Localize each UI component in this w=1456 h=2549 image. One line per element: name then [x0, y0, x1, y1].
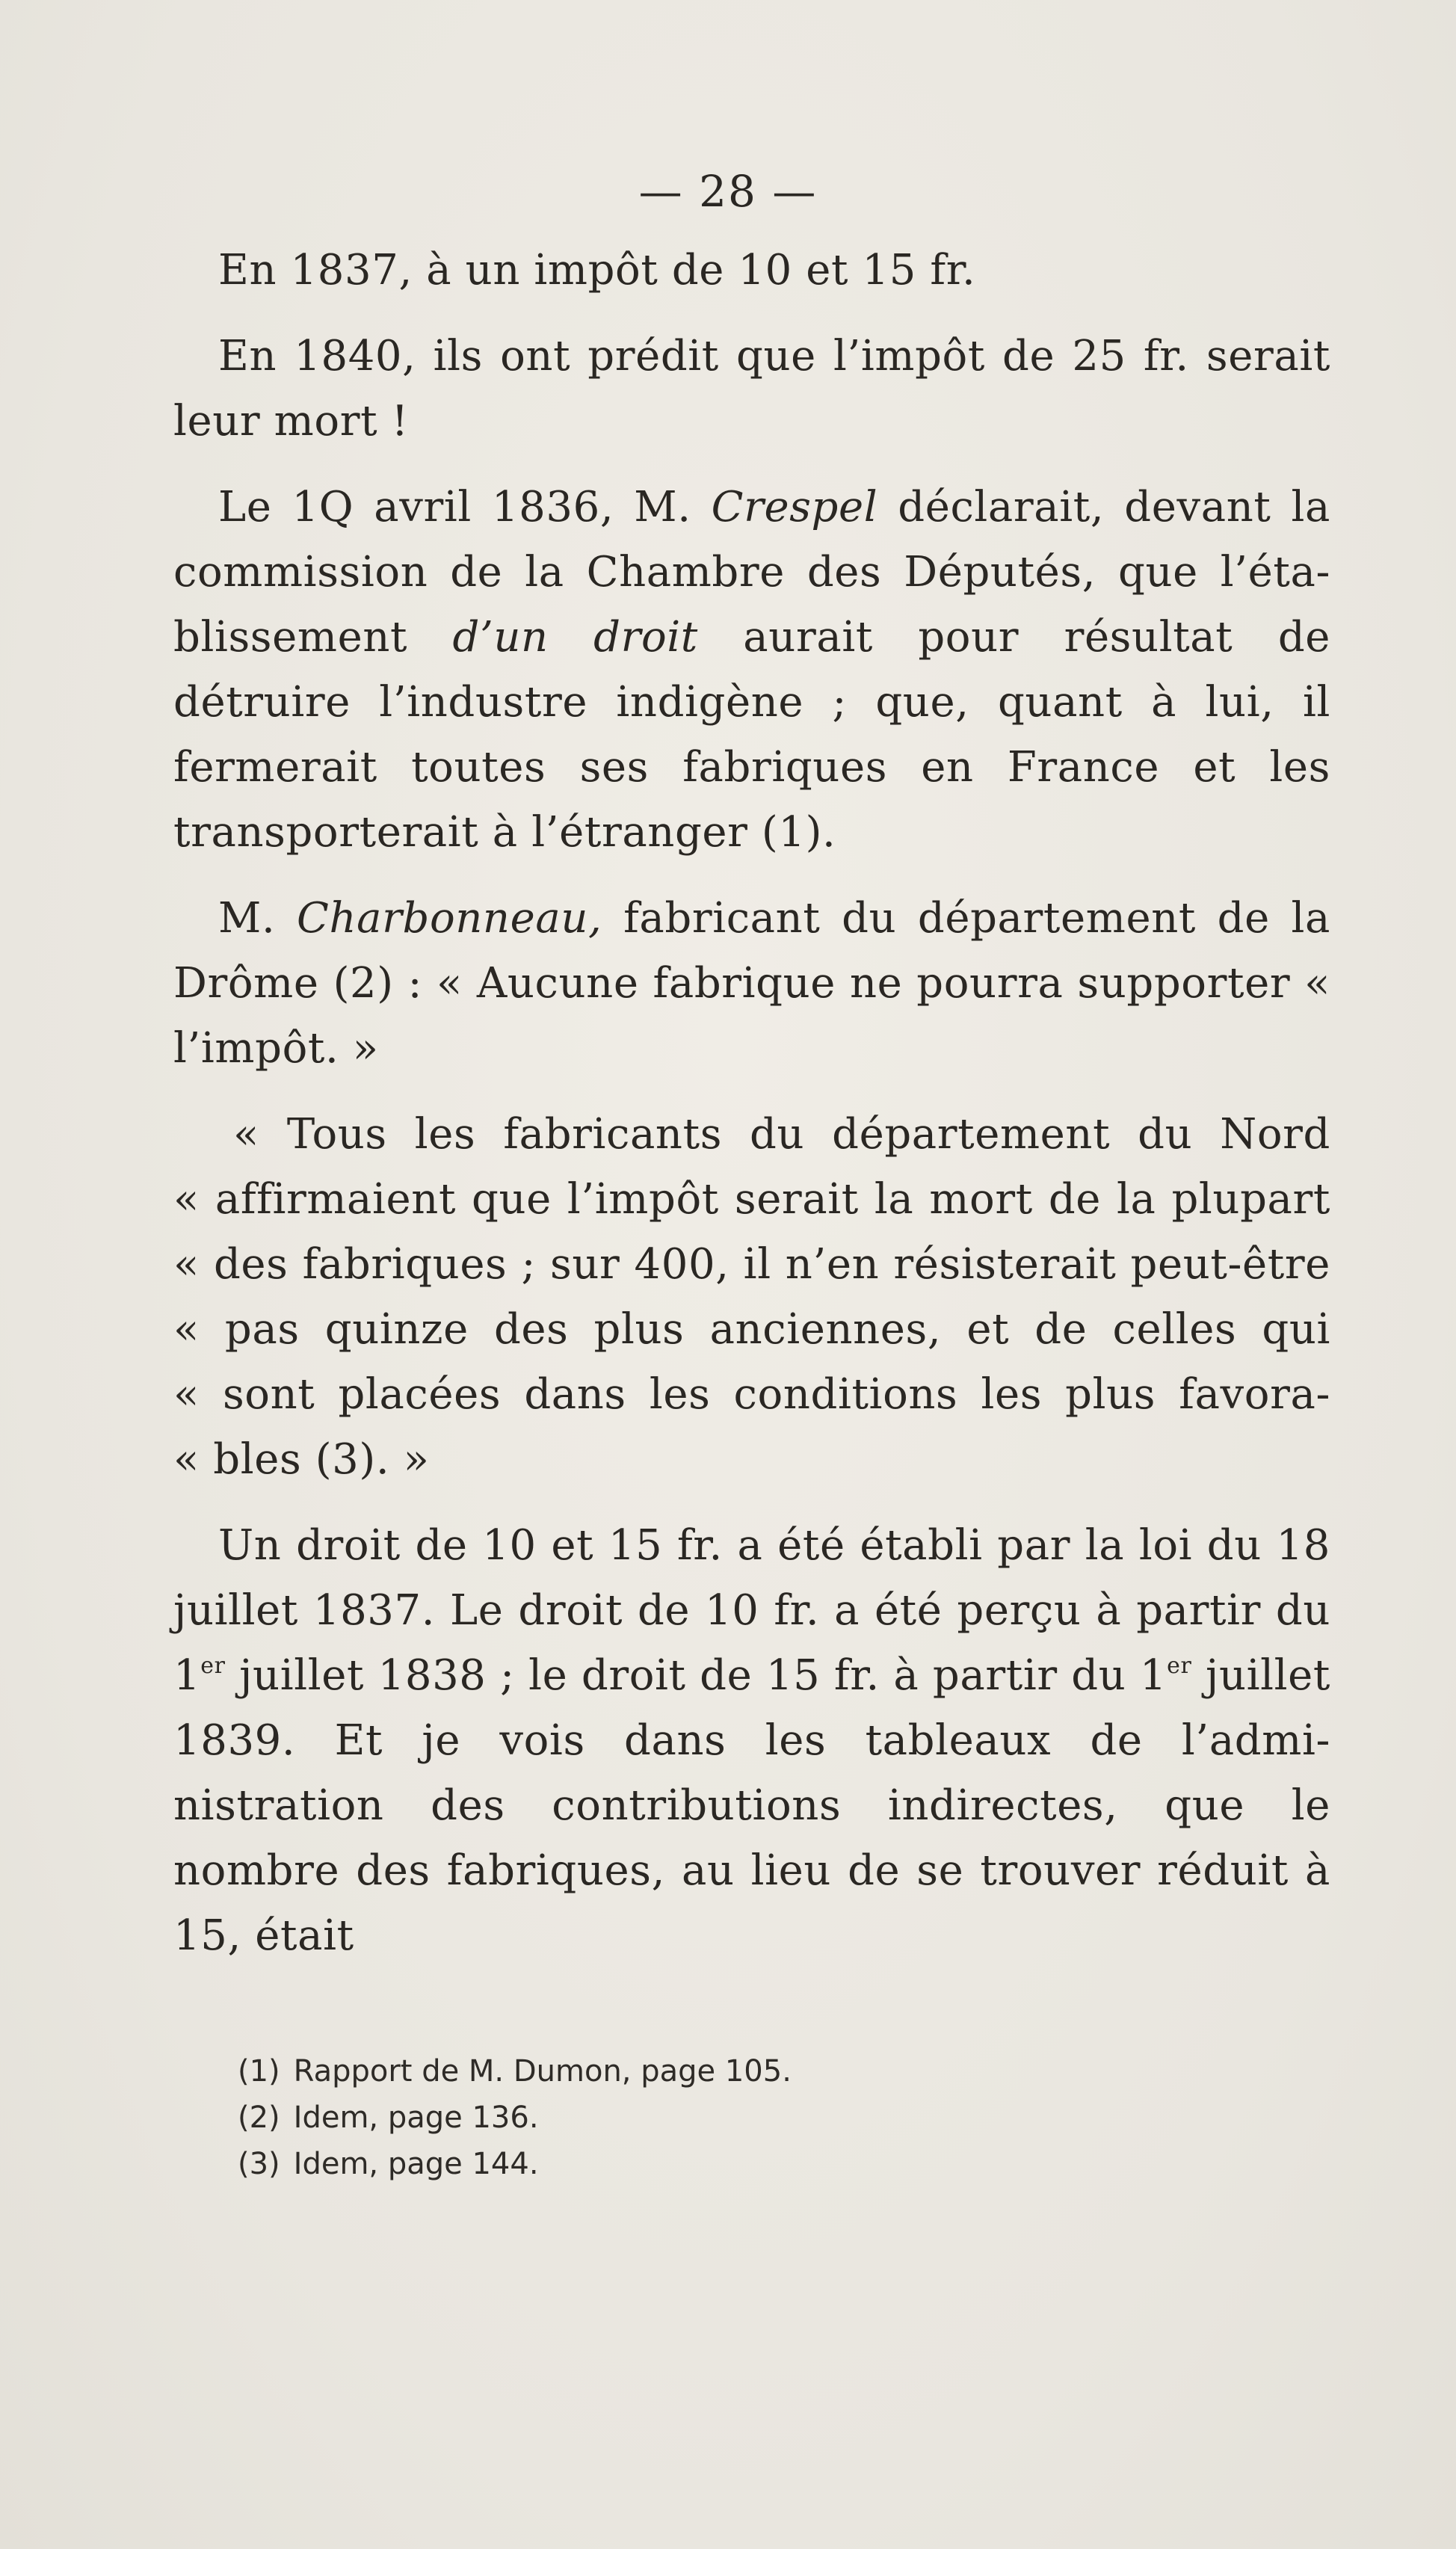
quote-nord [173, 1102, 1330, 1492]
loi-text-1: Un droit de 10 et 15 fr. a été établi par la loi du 18 juillet 1837. Le droit de 10 fr. a été perçu à partir du 1 [173, 1521, 1330, 1700]
crespel-text-2: déclarait, devant la commission de la Chambre des Députés, que l’éta-blissement [173, 483, 1331, 662]
footnote-2 [238, 2095, 792, 2141]
footnotes [238, 2048, 792, 2187]
charbonneau-text-2: fabricant du département de la Drôme (2) : « Aucune fabrique ne pourra supporter « l’impôt. » [173, 894, 1330, 1073]
quote-line: « pas quinze des plus anciennes, et de celles qui [173, 1305, 1330, 1354]
crespel-name: Crespel [711, 483, 878, 531]
paragraph-loi-1837 [173, 1513, 1330, 1968]
paragraph-1840: En 1840, ils ont prédit que l’impôt de 25 fr. serait leur mort ! [173, 332, 1330, 446]
footnote-mark: (3) [238, 2147, 280, 2181]
paragraph-crespel [173, 475, 1330, 865]
loi-text-3: juillet 1839. Et je vois dans les tableaux de l’admi-nistration des contributions indirectes, que le nombre des fabriques, au lieu de se trouver réduit à 15, était [173, 1651, 1331, 1960]
page-number: — 28 — [638, 166, 818, 217]
paragraph-1837: En 1837, à un impôt de 10 et 15 fr. [218, 246, 976, 295]
body-text [173, 238, 1330, 1989]
quote-line: « Tous les fabricants du département du Nord [233, 1110, 1330, 1159]
footnote-text: Idem, page 144. [293, 2147, 539, 2181]
quote-line: « bles (3). » [173, 1435, 430, 1484]
footnote-mark: (2) [238, 2100, 280, 2135]
quote-line: « sont placées dans les conditions les plus favora- [173, 1370, 1330, 1419]
quote-line: « des fabriques ; sur 400, il n’en résisterait peut-être [173, 1240, 1330, 1289]
quote-line: « affirmaient que l’impôt serait la mort de la plupart [173, 1175, 1330, 1224]
crespel-emphasis: d’un droit [452, 613, 698, 662]
loi-text-2: juillet 1838 ; le droit de 15 fr. à partir du 1 [225, 1651, 1167, 1700]
superscript-er: er [200, 1653, 226, 1679]
footnote-1 [238, 2048, 792, 2095]
paragraph-charbonneau [173, 886, 1330, 1081]
charbonneau-name: Charbonneau, [297, 894, 602, 943]
charbonneau-text-1: M. [218, 894, 297, 943]
crespel-text-3: aurait pour résultat de détruire l’industre indigène ; que, quant à lui, il fermerait toutes ses fabriques en France et les transporterait à l’étranger (1). [173, 613, 1331, 857]
crespel-text-1: Le 1Q avril 1836, M. [218, 483, 712, 531]
footnote-text: Idem, page 136. [293, 2100, 539, 2135]
footnote-mark: (1) [238, 2054, 280, 2089]
footnote-text: Rapport de M. Dumon, page 105. [293, 2054, 792, 2089]
superscript-er: er [1167, 1653, 1192, 1679]
footnote-3 [238, 2141, 792, 2187]
